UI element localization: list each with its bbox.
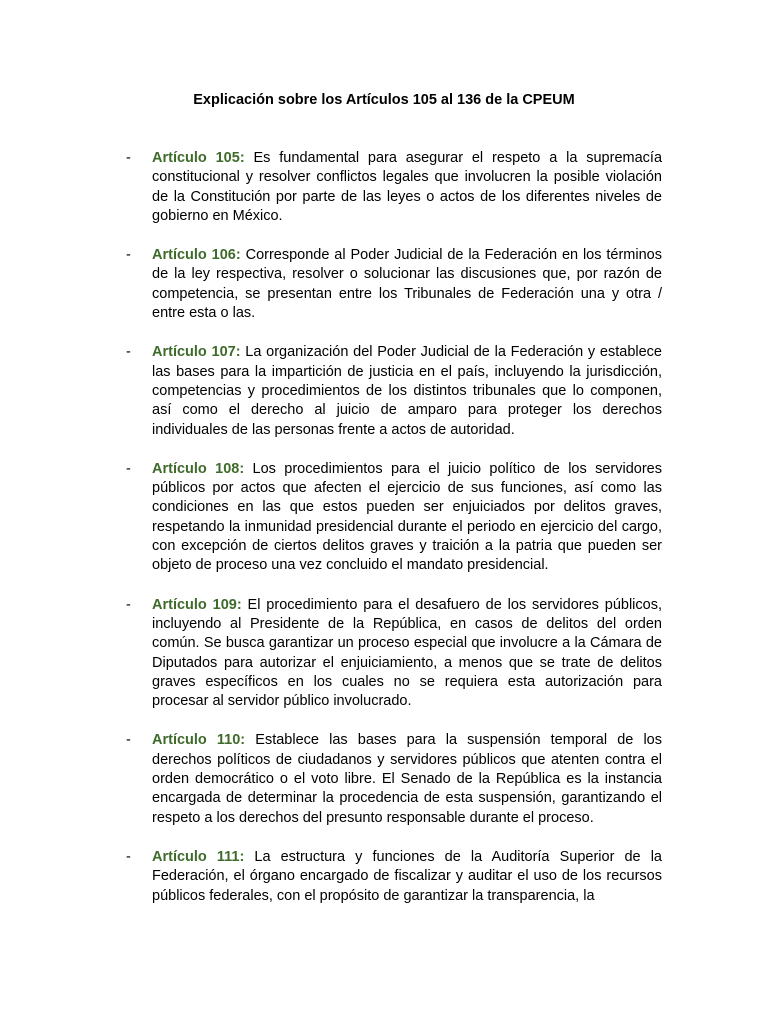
article-108 [124, 460, 662, 576]
article-107 [124, 343, 662, 439]
article-label: Artículo 108: [152, 460, 245, 477]
article-106 [124, 246, 662, 323]
article-text: Los procedimientos para el juicio político de los servidores públicos por actos que afecten el ejercicio de sus funciones, así como las condiciones en las que estos pueden ser enjuiciados por delitos graves, respetando la inmunidad presidencial durante el periodo en ejercicio del cargo, con excepción de ciertos delitos graves y traición a la patria que pueden ser objeto de proceso una vez concluido el mandato presidencial. [152, 460, 662, 574]
article-label: Artículo 107: [152, 344, 241, 361]
article-105 [124, 149, 662, 226]
bullet-dash: - [126, 247, 131, 264]
article-label: Artículo 110: [152, 732, 246, 749]
bullet-dash: - [126, 596, 131, 613]
article-text: El procedimiento para el desafuero de los servidores públicos, incluyendo al Presidente de la República, en casos de delitos del orden común. Se busca garantizar un proceso especial que involucre a la Cámara de Diputados para autorizar el enjuiciamiento, a menos que se trate de delitos graves específicos en los cuales no se requiera esta autorización para procesar al servidor público involucrado. [152, 596, 662, 710]
article-text: Es fundamental para asegurar el respeto a la supremacía constitucional y resolver conflictos legales que involucren la posible violación de la Constitución por parte de las leyes o actos de los diferentes niveles de gobierno en México. [152, 150, 663, 224]
bullet-dash: - [126, 460, 131, 477]
article-list [124, 149, 662, 926]
bullet-dash: - [126, 848, 131, 865]
article-text: Establece las bases para la suspensión temporal de los derechos políticos de ciudadanos y servidores públicos que atenten contra el orden democrático o el voto libre. El Senado de la República es la instancia encargada de determinar la procedencia de esta suspensión, garantizando el respeto a los derechos del presunto responsable durante el proceso. [152, 732, 662, 826]
article-text: La organización del Poder Judicial de la Federación y establece las bases para la impartición de justicia en el país, incluyendo la jurisdicción, competencias y procedimientos de los distintos tribunales que lo componen, así como el derecho al juicio de amparo para proteger los derechos individuales de las personas frente a actos de autoridad. [152, 344, 662, 438]
article-label: Artículo 109: [152, 596, 242, 613]
article-label: Artículo 106: [152, 247, 241, 264]
article-label: Artículo 105: [152, 150, 245, 166]
article-text: Corresponde al Poder Judicial de la Federación en los términos de la ley respectiva, resolver o solucionar las discusiones que, por razón de competencia, se presentan entre los Tribunales de Federación una y otra / entre esta o las. [152, 247, 662, 322]
article-text: La estructura y funciones de la Auditoría Superior de la Federación, el órgano encargado de fiscalizar y auditar el uso de los recursos públicos federales, con el propósito de garantizar la transparencia, la [152, 848, 662, 904]
article-110 [124, 731, 662, 827]
document-title: Explicación sobre los Artículos 105 al 136 de la CPEUM [193, 92, 575, 108]
article-label: Artículo 111: [152, 848, 245, 865]
bullet-dash: - [126, 732, 131, 749]
bullet-dash: - [126, 150, 131, 166]
bullet-dash: - [126, 344, 131, 361]
article-109 [124, 596, 662, 712]
article-111 [124, 848, 662, 906]
